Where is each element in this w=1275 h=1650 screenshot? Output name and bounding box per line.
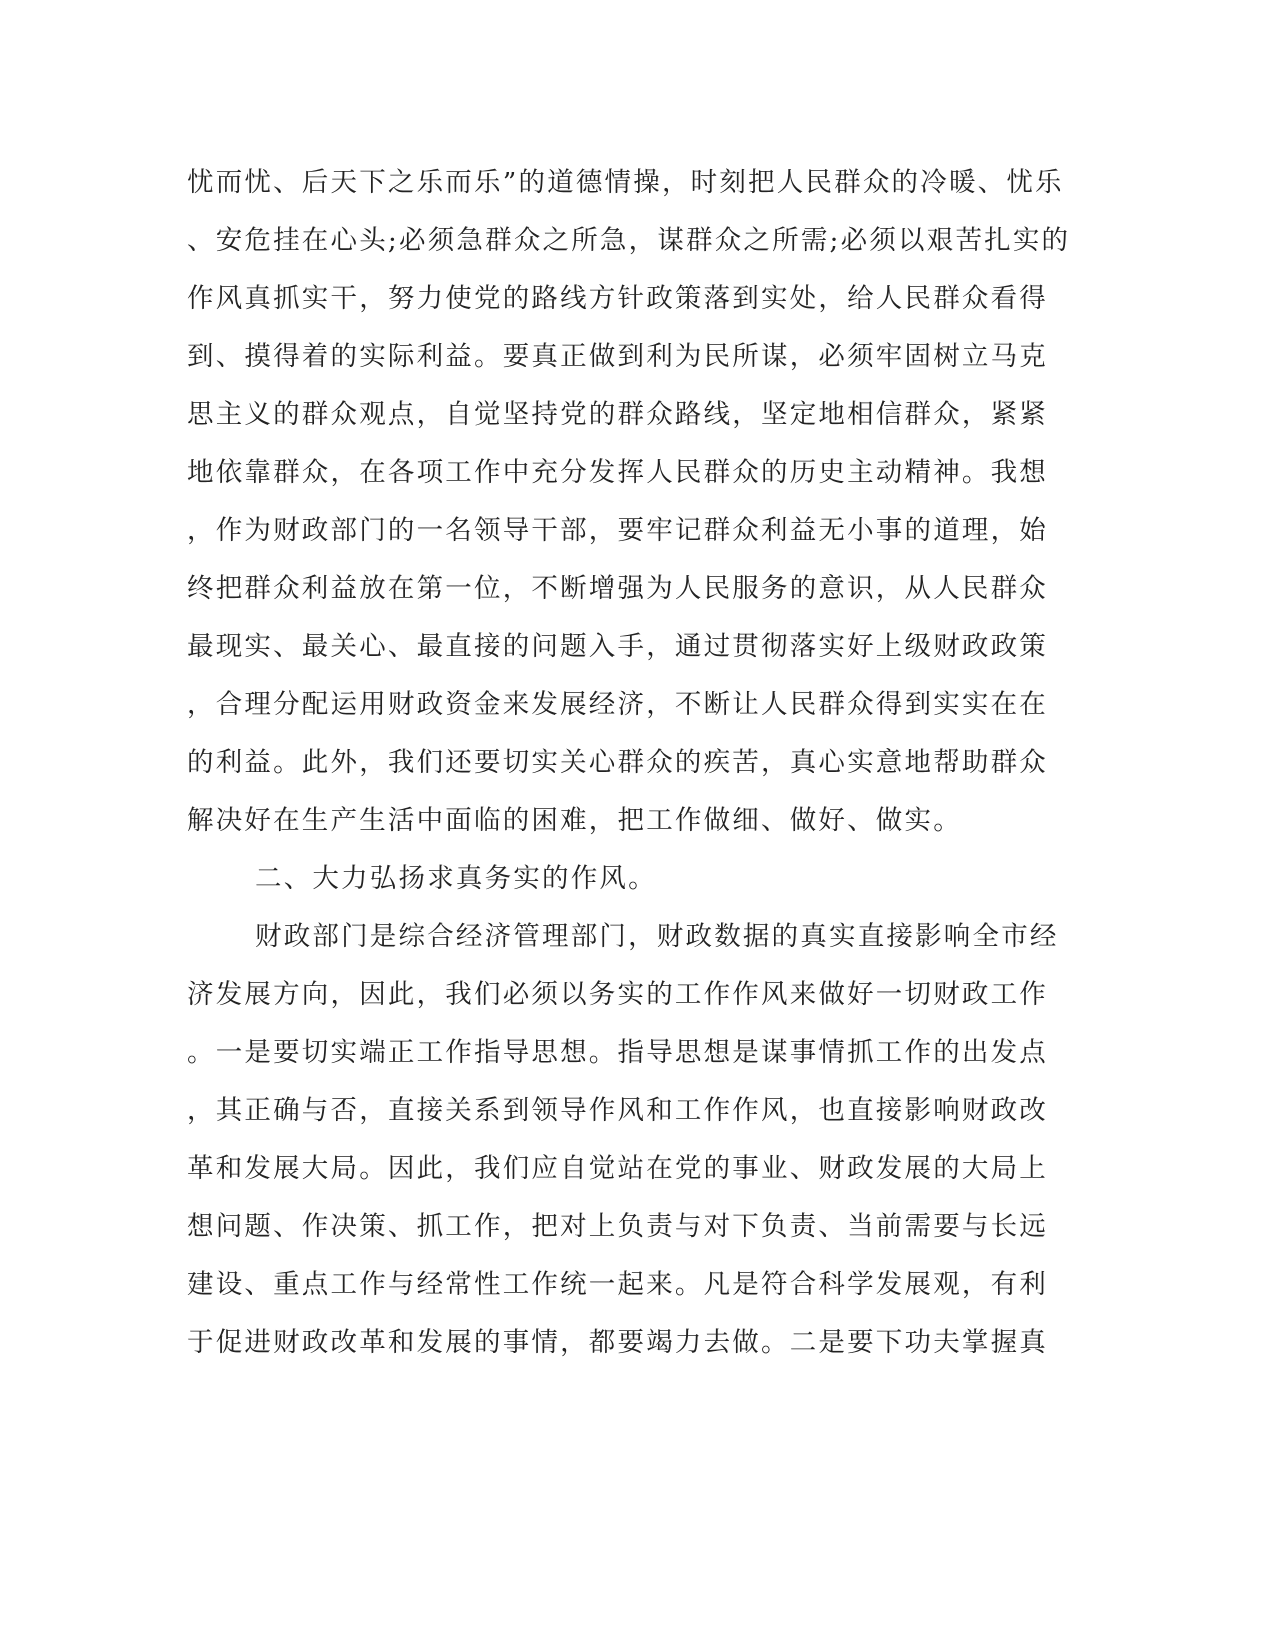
text-line: 地依靠群众，在各项工作中充分发挥人民群众的历史主动精神。我想 [187, 457, 1048, 488]
text-line: 财政部门是综合经济管理部门，财政数据的真实直接影响全市经 [255, 921, 1059, 952]
text-line: ，作为财政部门的一名领导干部，要牢记群众利益无小事的道理，始 [187, 515, 1048, 546]
text-line: 、安危挂在心头;必须急群众之所急，谋群众之所需;必须以艰苦扎实的 [187, 225, 1071, 256]
text-line: 终把群众利益放在第一位，不断增强为人民服务的意识，从人民群众 [187, 573, 1048, 604]
text-line: ，合理分配运用财政资金来发展经济，不断让人民群众得到实实在在 [187, 689, 1048, 720]
text-line: 的利益。此外，我们还要切实关心群众的疾苦，真心实意地帮助群众 [187, 747, 1048, 778]
text-line: 忧而忧、后天下之乐而乐”的道德情操，时刻把人民群众的冷暖、忧乐 [187, 167, 1064, 198]
text-line: 。一是要切实端正工作指导思想。指导思想是谋事情抓工作的出发点 [187, 1037, 1048, 1068]
text-line: 济发展方向，因此，我们必须以务实的工作作风来做好一切财政工作 [187, 979, 1048, 1010]
text-line: 思主义的群众观点，自觉坚持党的群众路线，坚定地相信群众，紧紧 [187, 399, 1048, 430]
text-line: 最现实、最关心、最直接的问题入手，通过贯彻落实好上级财政政策 [187, 631, 1048, 662]
section-heading: 二、大力弘扬求真务实的作风。 [255, 863, 657, 894]
text-line: 到、摸得着的实际利益。要真正做到利为民所谋，必须牢固树立马克 [187, 341, 1048, 372]
text-line: 建设、重点工作与经常性工作统一起来。凡是符合科学发展观，有利 [187, 1269, 1048, 1300]
text-line: ，其正确与否，直接关系到领导作风和工作作风，也直接影响财政改 [187, 1095, 1048, 1126]
text-line: 于促进财政改革和发展的事情，都要竭力去做。二是要下功夫掌握真 [187, 1327, 1048, 1358]
text-line: 想问题、作决策、抓工作，把对上负责与对下负责、当前需要与长远 [187, 1211, 1048, 1242]
text-line: 解决好在生产生活中面临的困难，把工作做细、做好、做实。 [187, 805, 962, 836]
text-line: 作风真抓实干，努力使党的路线方针政策落到实处，给人民群众看得 [187, 283, 1048, 314]
text-line: 革和发展大局。因此，我们应自觉站在党的事业、财政发展的大局上 [187, 1153, 1048, 1184]
